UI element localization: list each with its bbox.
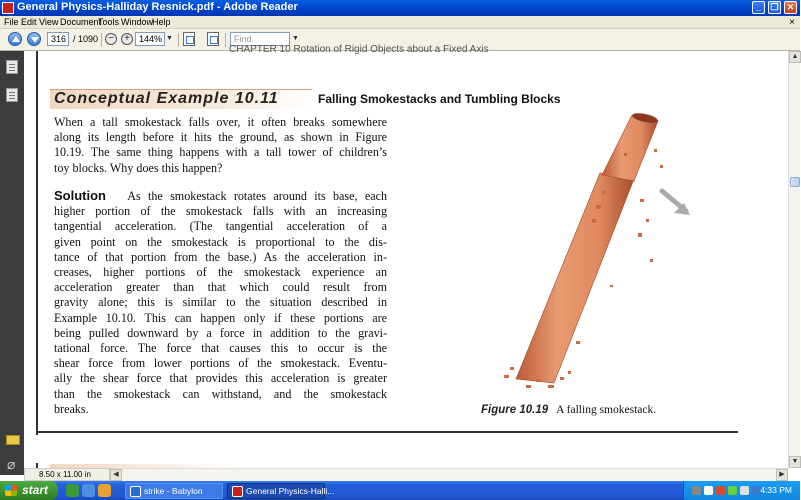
- vertical-scrollbar[interactable]: [788, 51, 800, 468]
- text-line: being pulled downward by a force in addition to the gravi-: [54, 325, 387, 340]
- quicklaunch-icon[interactable]: [82, 484, 95, 497]
- text-line: tangential acceleration. (The tangential acceleration of a: [54, 219, 387, 234]
- restore-button[interactable]: ❐: [768, 1, 781, 14]
- solution-paragraph: [54, 188, 387, 417]
- solution-label: Solution: [54, 188, 106, 203]
- text-line: Example 10.10. This can happen only if these portions are: [54, 310, 387, 325]
- text-line: creases, higher portions of the smokestack experience an: [54, 265, 387, 280]
- figure-caption-text: A falling smokestack.: [556, 404, 657, 416]
- text-line: than the smokestack can withstand, and the smokestack: [54, 386, 387, 401]
- text-line: gravity alone; this is similar to the situation described in: [54, 295, 387, 310]
- window-title: General Physics-Halliday Resnick.pdf - Adobe Reader: [17, 1, 298, 13]
- zoom-out-icon[interactable]: −: [105, 33, 117, 45]
- task-adobe-reader[interactable]: [227, 483, 335, 499]
- menu-tools[interactable]: Tools: [98, 17, 120, 27]
- fit-width-icon[interactable]: [207, 32, 219, 46]
- text-line: When a tall smokestack falls over, it often breaks somewhere: [54, 115, 387, 129]
- window-titlebar: [0, 0, 800, 16]
- toolbar-divider: [178, 33, 179, 47]
- zoom-dropdown-icon[interactable]: ▼: [166, 35, 173, 42]
- tray-icon[interactable]: [692, 486, 701, 495]
- windows-flag-icon: [5, 485, 17, 496]
- tray-icon[interactable]: [716, 486, 725, 495]
- start-button[interactable]: [0, 481, 58, 500]
- menu-window[interactable]: Window: [121, 17, 154, 27]
- tray-icon[interactable]: [728, 486, 737, 495]
- taskbar: [0, 481, 800, 500]
- app-pdf-icon: [2, 2, 14, 14]
- scroll-left-icon[interactable]: ◀: [110, 469, 122, 481]
- navigation-panel: [0, 51, 24, 475]
- comments-icon[interactable]: [6, 435, 20, 445]
- zoom-input[interactable]: 144%: [135, 32, 165, 46]
- running-header: CHAPTER 10 Rotation of Rigid Objects about a Fixed Axis: [229, 44, 489, 55]
- text-line: As the smokestack rotates around its base, each: [127, 189, 387, 203]
- tray-icon[interactable]: [740, 486, 749, 495]
- page-total: / 1090: [73, 34, 99, 44]
- toolbar-divider: [101, 33, 102, 47]
- attachments-icon[interactable]: ⌀: [7, 456, 16, 472]
- menu-document[interactable]: Document: [60, 17, 102, 27]
- document-view[interactable]: [24, 44, 788, 468]
- smokestack-figure: [464, 109, 694, 399]
- text-line: tance of that portion from the base.) As the acceleration in-: [54, 249, 387, 264]
- fit-page-icon[interactable]: [183, 32, 195, 46]
- bookmarks-panel-icon[interactable]: [6, 88, 18, 102]
- menu-file[interactable]: File: [4, 17, 19, 27]
- text-line: ally the shear force that provides this acceleration is greater: [54, 371, 387, 386]
- figure-label: Figure 10.19: [481, 404, 549, 416]
- clock[interactable]: 4:33 PM: [760, 485, 792, 495]
- task-label: strike - Babylon: [144, 486, 203, 496]
- scroll-up-icon[interactable]: ▲: [789, 51, 801, 63]
- toolbar-divider: [225, 33, 226, 47]
- minimize-button[interactable]: _: [752, 1, 765, 14]
- start-label: start: [22, 483, 49, 497]
- menu-view[interactable]: View: [39, 17, 59, 27]
- text-line: higher portion of the smokestack falls with an increasing: [54, 204, 387, 219]
- quicklaunch-icon[interactable]: [98, 484, 111, 497]
- text-line: breaks.: [54, 401, 89, 416]
- figure-caption: [481, 404, 656, 416]
- text-line: toy blocks. Why does this happen?: [54, 160, 223, 175]
- example-heading: Conceptual Example 10.11: [54, 90, 279, 107]
- quicklaunch-icon[interactable]: [66, 484, 79, 497]
- babylon-icon: [130, 486, 141, 497]
- text-line: tational force. The force that causes this to occur is the: [54, 341, 387, 356]
- tray-icon[interactable]: [704, 486, 713, 495]
- page-size-indicator: 8.50 x 11.00 in: [24, 468, 110, 481]
- find-input[interactable]: Find: [230, 32, 290, 46]
- task-babylon[interactable]: [125, 483, 223, 499]
- zoom-in-icon[interactable]: +: [121, 33, 133, 45]
- pages-panel-icon[interactable]: [6, 60, 18, 74]
- page-margin-rule: [36, 51, 38, 435]
- text-line: given point on the smokestack is proportional to the dis-: [54, 234, 387, 249]
- task-label: General Physics-Halli...: [246, 486, 335, 496]
- page-bottom-rule: [36, 431, 738, 433]
- question-paragraph: [54, 115, 387, 176]
- scroll-thumb[interactable]: [790, 177, 800, 187]
- find-dropdown-icon[interactable]: ▼: [292, 35, 299, 42]
- nav-up-icon[interactable]: [8, 32, 22, 46]
- example-subheading: Falling Smokestacks and Tumbling Blocks: [318, 92, 561, 106]
- text-line: shear force from lower portions of the smokestack. Eventu-: [54, 356, 387, 371]
- text-line: 10.19. The same thing happens with a tall tower of children’s: [54, 145, 387, 160]
- menu-help[interactable]: Help: [152, 17, 171, 27]
- menu-bar: [0, 16, 800, 29]
- menu-edit[interactable]: Edit: [21, 17, 37, 27]
- scroll-right-icon[interactable]: ▶: [776, 469, 788, 481]
- page-number-input[interactable]: 316: [47, 32, 69, 46]
- text-line: along its length before it hits the ground, as shown in Figure: [54, 130, 387, 145]
- scroll-down-icon[interactable]: ▼: [789, 456, 801, 468]
- close-document-button[interactable]: ×: [789, 17, 795, 28]
- pdf-icon: [232, 486, 243, 497]
- horizontal-scrollbar[interactable]: [110, 468, 788, 481]
- system-tray: [683, 481, 800, 500]
- nav-down-icon[interactable]: [27, 32, 41, 46]
- close-button[interactable]: ✕: [784, 1, 797, 14]
- text-line: acceleration greater than that which could result from: [54, 280, 387, 295]
